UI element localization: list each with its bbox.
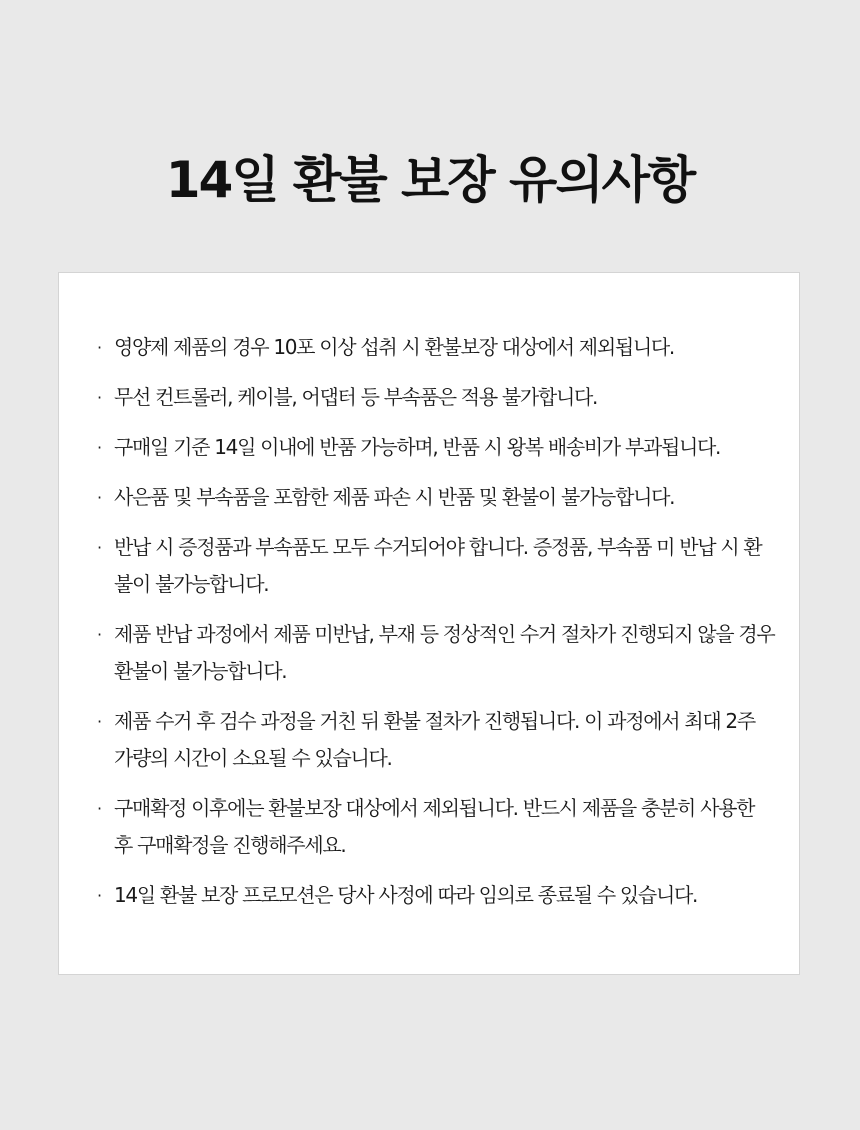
bullet-icon: · xyxy=(97,625,101,644)
list-item xyxy=(97,703,777,777)
bullet-icon: · xyxy=(97,886,101,905)
list-item xyxy=(97,329,777,366)
notice-text: 구매확정 이후에는 환불보장 대상에서 제외됩니다. 반드시 제품을 충분히 사용한 후 구매확정을 진행해주세요. xyxy=(114,796,755,857)
notice-text: 영양제 제품의 경우 10포 이상 섭취 시 환불보장 대상에서 제외됩니다. xyxy=(114,335,674,359)
list-item xyxy=(97,616,777,690)
list-item xyxy=(97,877,777,914)
notice-list xyxy=(97,329,777,927)
bullet-icon: · xyxy=(97,799,101,818)
notice-text: 제품 수거 후 검수 과정을 거친 뒤 환불 절차가 진행됩니다. 이 과정에서 최대 2주 가량의 시간이 소요될 수 있습니다. xyxy=(114,709,755,770)
notice-text: 반납 시 증정품과 부속품도 모두 수거되어야 합니다. 증정품, 부속품 미 반납 시 환불이 불가능합니다. xyxy=(114,535,762,596)
list-item xyxy=(97,479,777,516)
notice-card xyxy=(58,272,800,975)
notice-text: 제품 반납 과정에서 제품 미반납, 부재 등 정상적인 수거 절차가 진행되지 않을 경우 환불이 불가능합니다. xyxy=(114,622,775,683)
notice-text: 14일 환불 보장 프로모션은 당사 사정에 따라 임의로 종료될 수 있습니다. xyxy=(114,883,698,907)
bullet-icon: · xyxy=(97,538,101,557)
page-title: 14일 환불 보장 유의사항 xyxy=(165,151,695,209)
bullet-icon: · xyxy=(97,388,101,407)
notice-text: 사은품 및 부속품을 포함한 제품 파손 시 반품 및 환불이 불가능합니다. xyxy=(114,485,675,509)
bullet-icon: · xyxy=(97,712,101,731)
list-item xyxy=(97,379,777,416)
list-item xyxy=(97,790,777,864)
list-item xyxy=(97,429,777,466)
list-item xyxy=(97,529,777,603)
notice-text: 무선 컨트롤러, 케이블, 어댑터 등 부속품은 적용 불가합니다. xyxy=(114,385,598,409)
bullet-icon: · xyxy=(97,438,101,457)
bullet-icon: · xyxy=(97,338,101,357)
notice-text: 구매일 기준 14일 이내에 반품 가능하며, 반품 시 왕복 배송비가 부과됩니다. xyxy=(114,435,721,459)
bullet-icon: · xyxy=(97,488,101,507)
